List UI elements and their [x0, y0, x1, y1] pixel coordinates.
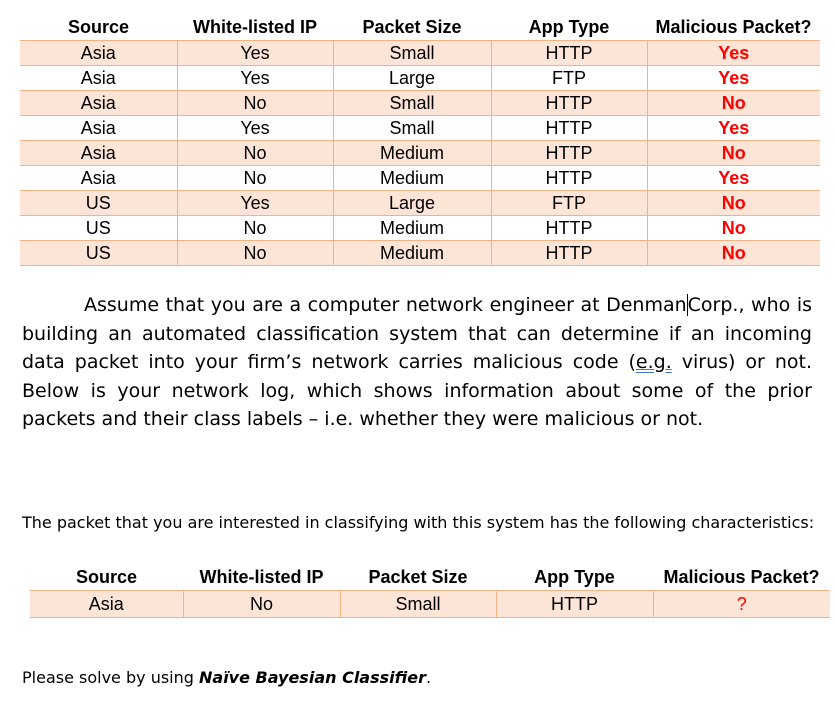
cell-app-type: HTTP: [491, 116, 647, 141]
cell-app-type: HTTP: [491, 166, 647, 191]
cell-packet-size: Medium: [333, 241, 491, 266]
cell-packet-size: Small: [333, 116, 491, 141]
cell-white-listed-ip: No: [183, 591, 340, 618]
query-intro-text: The packet that you are interested in classifying with this system has the following characteristics:: [22, 513, 815, 532]
cell-app-type: FTP: [491, 191, 647, 216]
cell-source: Asia: [20, 66, 177, 91]
cell-app-type: HTTP: [491, 141, 647, 166]
table-row: [20, 216, 820, 241]
network-log-table: [20, 14, 820, 266]
query-table: [30, 564, 830, 618]
cell-source: Asia: [20, 141, 177, 166]
cell-malicious: No: [647, 141, 820, 166]
cell-packet-size: Medium: [333, 216, 491, 241]
instruction-suffix: .: [425, 668, 432, 687]
cell-packet-size: Small: [333, 91, 491, 116]
cell-source: Asia: [20, 91, 177, 116]
cell-malicious: Yes: [647, 66, 820, 91]
table-row: [20, 166, 820, 191]
header-packet-size: Packet Size: [333, 14, 491, 41]
header-packet-size: Packet Size: [340, 564, 496, 591]
cell-malicious: No: [647, 241, 820, 266]
cell-app-type: HTTP: [491, 91, 647, 116]
table-row: [20, 191, 820, 216]
header-white-listed-ip: White-listed IP: [183, 564, 340, 591]
cell-white-listed-ip: No: [177, 91, 333, 116]
problem-statement: [22, 291, 812, 434]
query-row: [30, 591, 830, 618]
cell-packet-size: Small: [340, 591, 496, 618]
cell-app-type: HTTP: [496, 591, 653, 618]
log-header-row: [20, 14, 820, 41]
cell-source: Asia: [20, 116, 177, 141]
header-source: Source: [20, 14, 177, 41]
cell-malicious-unknown: ?: [653, 591, 830, 618]
cell-malicious: Yes: [647, 166, 820, 191]
problem-text-part2: Corp., who is building an automated classification system that can determine if an incoming data packet into your firm’s network carries malicious code (: [22, 294, 812, 373]
cell-packet-size: Medium: [333, 141, 491, 166]
cell-source: US: [20, 241, 177, 266]
instruction-method: Naïve Bayesian Classifier: [199, 668, 426, 687]
cell-source: Asia: [30, 591, 183, 618]
cell-malicious: Yes: [647, 41, 820, 66]
cell-white-listed-ip: No: [177, 166, 333, 191]
cell-malicious: Yes: [647, 116, 820, 141]
query-header-row: [30, 564, 830, 591]
cell-white-listed-ip: No: [177, 216, 333, 241]
cell-white-listed-ip: No: [177, 241, 333, 266]
table-row: [20, 41, 820, 66]
cell-malicious: No: [647, 191, 820, 216]
instruction-text: [22, 668, 431, 687]
cell-white-listed-ip: Yes: [177, 116, 333, 141]
cell-packet-size: Small: [333, 41, 491, 66]
cell-source: US: [20, 216, 177, 241]
table-row: [20, 116, 820, 141]
table-row: [20, 91, 820, 116]
cell-white-listed-ip: Yes: [177, 41, 333, 66]
instruction-prefix: Please solve by using: [22, 668, 199, 687]
cell-app-type: HTTP: [491, 241, 647, 266]
cell-malicious: No: [647, 91, 820, 116]
table-row: [20, 241, 820, 266]
table-row: [20, 141, 820, 166]
header-malicious-packet: Malicious Packet?: [653, 564, 830, 591]
cell-malicious: No: [647, 216, 820, 241]
header-source: Source: [30, 564, 183, 591]
cell-source: Asia: [20, 41, 177, 66]
problem-text-part1: Assume that you are a computer network engineer at Denman: [84, 294, 687, 316]
cell-app-type: HTTP: [491, 216, 647, 241]
header-app-type: App Type: [496, 564, 653, 591]
cell-app-type: HTTP: [491, 41, 647, 66]
cell-source: Asia: [20, 166, 177, 191]
header-malicious-packet: Malicious Packet?: [647, 14, 820, 41]
table-row: [20, 66, 820, 91]
cell-white-listed-ip: Yes: [177, 191, 333, 216]
cell-packet-size: Medium: [333, 166, 491, 191]
problem-text-part3: virus) or not. Below is your network log, which shows information about some of the prior packets and their class labels – i.e. whether they were malicious or not.: [22, 351, 812, 430]
header-app-type: App Type: [491, 14, 647, 41]
cell-packet-size: Large: [333, 66, 491, 91]
cell-packet-size: Large: [333, 191, 491, 216]
cell-white-listed-ip: No: [177, 141, 333, 166]
cell-app-type: FTP: [491, 66, 647, 91]
cell-white-listed-ip: Yes: [177, 66, 333, 91]
cell-source: US: [20, 191, 177, 216]
eg-abbreviation: e.g.: [635, 351, 672, 373]
header-white-listed-ip: White-listed IP: [177, 14, 333, 41]
